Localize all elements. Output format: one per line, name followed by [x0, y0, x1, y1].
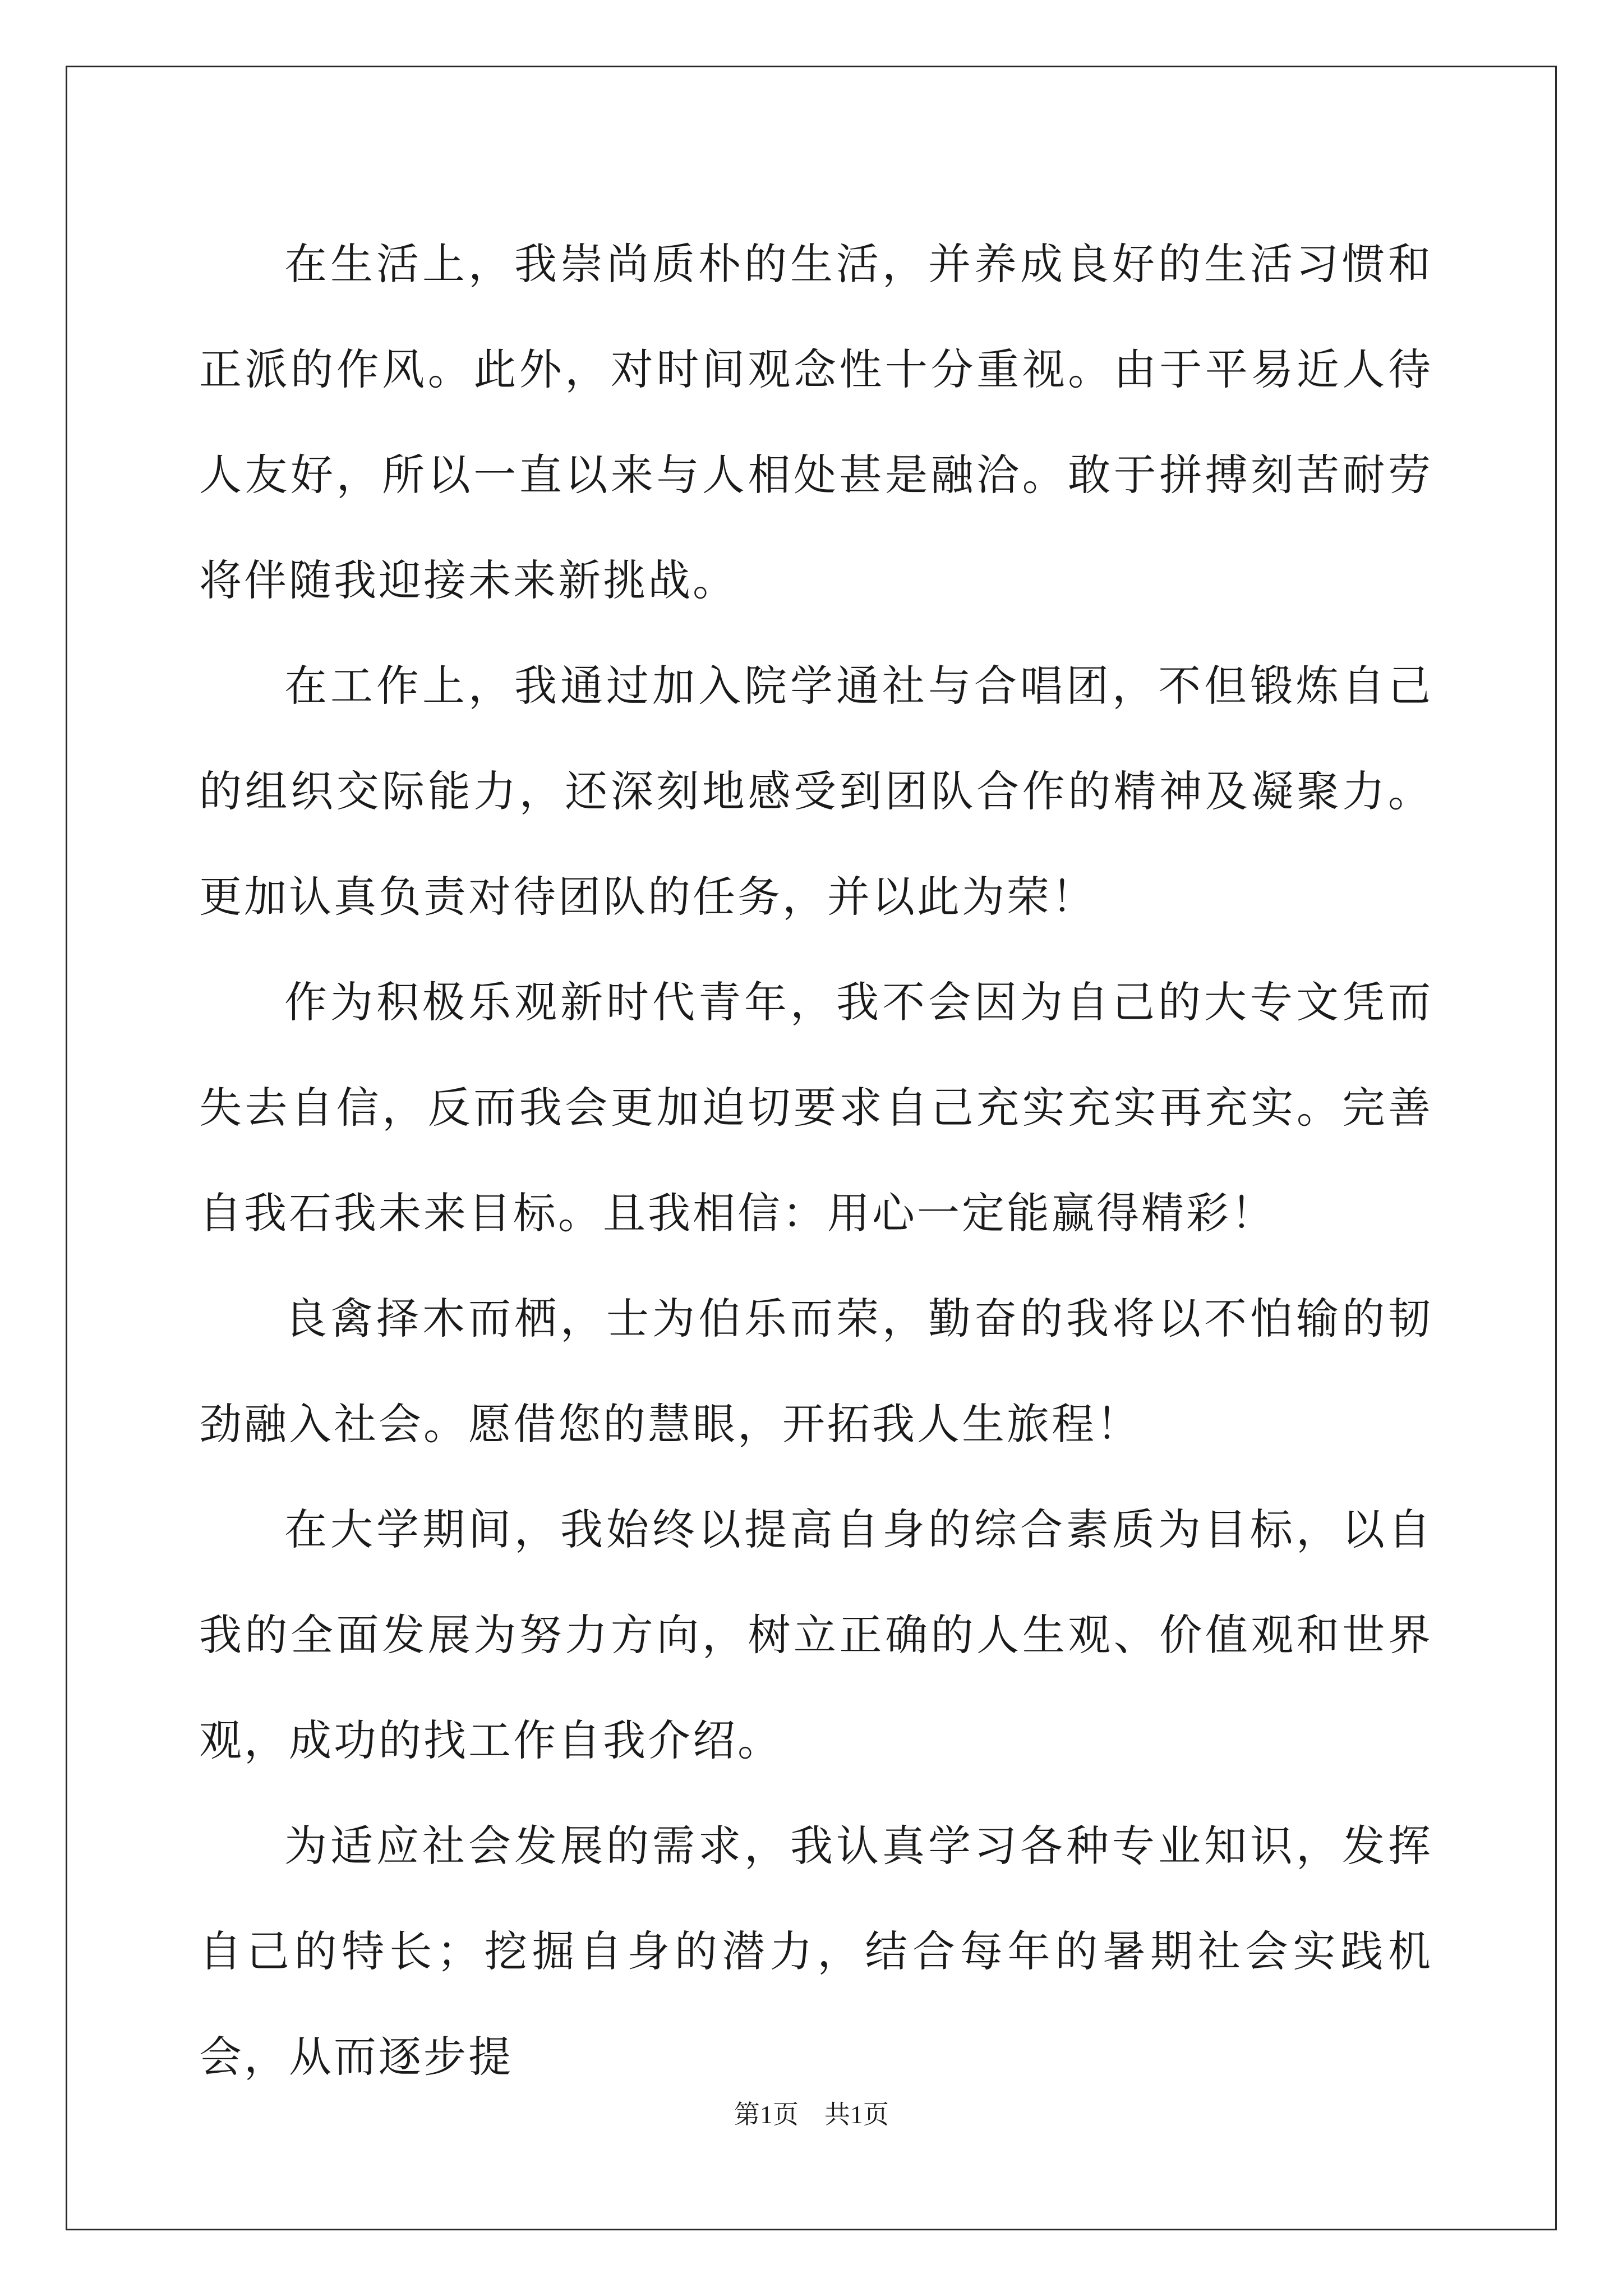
paragraph-adapt: 为适应社会发展的需求，我认真学习各种专业知识，发挥自己的特长；挖掘自身的潜力，结合每年的暑期社会实践机会，从而逐步提: [199, 1821, 1433, 2082]
page-total: 共1页: [824, 2100, 889, 2129]
paragraph-youth: 作为积极乐观新时代青年，我不会因为自己的大专文凭而失去自信，反而我会更加迫切要求自己充实充实再充实。完善自我石我未来目标。且我相信：用心一定能赢得精彩！: [199, 977, 1433, 1238]
page-footer: [0, 2098, 1623, 2132]
paragraph-society: 良禽择木而栖，士为伯乐而荣，勤奋的我将以不怕输的韧劲融入社会。愿借您的慧眼，开拓我人生旅程！: [199, 1294, 1433, 1449]
paragraph-work: 在工作上，我通过加入院学通社与合唱团，不但锻炼自己的组织交际能力，还深刻地感受到团队合作的精神及凝聚力。更加认真负责对待团队的任务，并以此为荣！: [199, 661, 1433, 922]
paragraph-university: 在大学期间，我始终以提高自身的综合素质为目标，以自我的全面发展为努力方向，树立正确的人生观、价值观和世界观，成功的找工作自我介绍。: [199, 1504, 1433, 1765]
document-body: [199, 211, 1433, 2110]
page-number: 第1页: [734, 2100, 799, 2129]
paragraph-life: 在生活上，我崇尚质朴的生活，并养成良好的生活习惯和正派的作风。此外，对时间观念性十分重视。由于平易近人待人友好，所以一直以来与人相处甚是融洽。敢于拼搏刻苦耐劳将伴随我迎接未来新挑战。: [199, 239, 1433, 605]
